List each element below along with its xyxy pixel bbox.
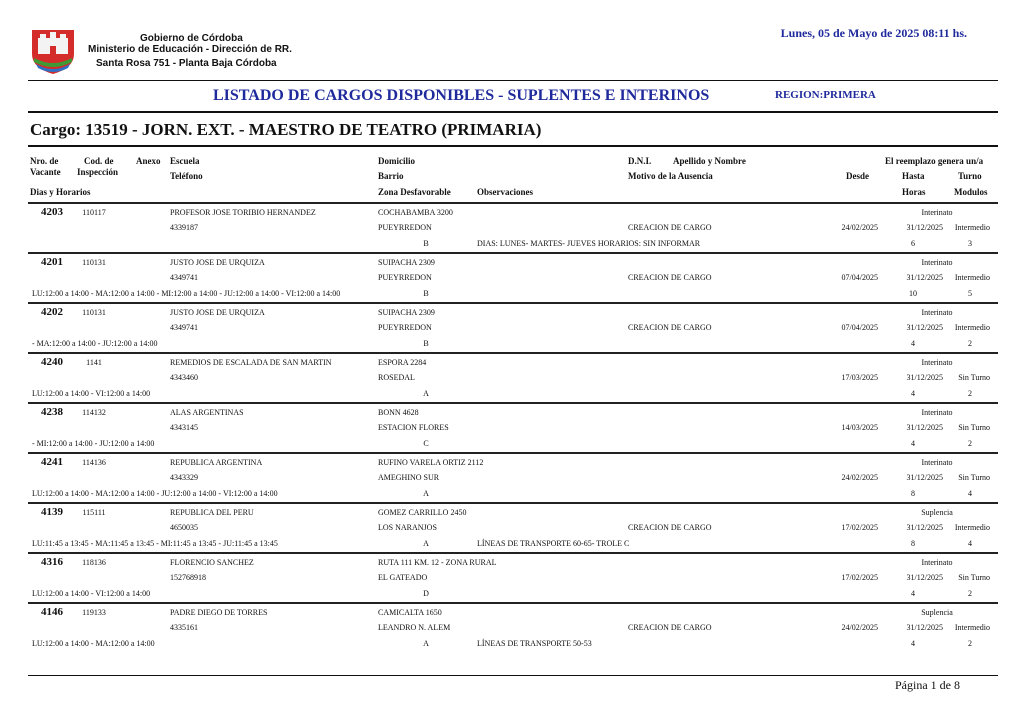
col-motivo: Motivo de la Ausencia: [628, 171, 713, 181]
cordoba-logo: [26, 24, 80, 78]
col-anexo: Anexo: [136, 156, 161, 166]
row-domicilio: SUIPACHA 2309: [378, 308, 435, 317]
row-desde: 14/03/2025: [841, 423, 878, 432]
row-escuela: FLORENCIO SANCHEZ: [170, 558, 254, 567]
row-domicilio: GOMEZ CARRILLO 2450: [378, 508, 467, 517]
row-dias: - MA:12:00 a 14:00 - JU:12:00 a 14:00: [32, 339, 158, 348]
col-hasta: Hasta: [902, 171, 925, 181]
col-apellido: Apellido y Nombre: [673, 156, 746, 166]
row-escuela: JUSTO JOSE DE URQUIZA: [170, 308, 265, 317]
row-horas: 4: [911, 589, 915, 598]
row-desde: 17/03/2025: [841, 373, 878, 382]
row-cod: 114132: [82, 408, 106, 417]
col-zona: Zona Desfavorable: [378, 187, 451, 197]
row-motivo: CREACION DE CARGO: [628, 273, 712, 282]
row-desde: 24/02/2025: [841, 473, 878, 482]
row-divider: [28, 302, 998, 304]
row-domicilio: RUFINO VARELA ORTIZ 2112: [378, 458, 484, 467]
row-escuela: REMEDIOS DE ESCALADA DE SAN MARTIN: [170, 358, 332, 367]
col-horas: Horas: [902, 187, 926, 197]
row-desde: 07/04/2025: [841, 323, 878, 332]
row-horas: 8: [911, 539, 915, 548]
row-domicilio: RUTA 111 KM. 12 - ZONA RURAL: [378, 558, 497, 567]
row-zona: B: [423, 339, 429, 348]
footer-divider: [28, 675, 998, 676]
row-reemplazo: Interinato: [921, 208, 953, 217]
col-observaciones: Observaciones: [477, 187, 533, 197]
row-modulos: 2: [968, 339, 972, 348]
row-telefono: 4349741: [170, 273, 198, 282]
row-modulos: 4: [968, 489, 972, 498]
row-hasta: 31/12/2025: [906, 623, 943, 632]
row-desde: 24/02/2025: [841, 223, 878, 232]
row-barrio: ESTACION FLORES: [378, 423, 449, 432]
row-barrio: AMEGHINO SUR: [378, 473, 440, 482]
report-title: LISTADO DE CARGOS DISPONIBLES - SUPLENTES E INTERINOS: [213, 87, 710, 104]
row-domicilio: CAMICALTA 1650: [378, 608, 442, 617]
row-modulos: 2: [968, 439, 972, 448]
col-vacante: Vacante: [30, 167, 61, 177]
row-barrio: PUEYRREDON: [378, 273, 432, 282]
col-nro: Nro. de: [30, 156, 59, 166]
row-dias: LU:12:00 a 14:00 - VI:12:00 a 14:00: [32, 589, 151, 598]
row-domicilio: SUIPACHA 2309: [378, 258, 435, 267]
row-dias: - MI:12:00 a 14:00 - JU:12:00 a 14:00: [32, 439, 155, 448]
col-domicilio: Domicilio: [378, 156, 415, 166]
row-barrio: PUEYRREDON: [378, 323, 432, 332]
row-telefono: 4650035: [170, 523, 198, 532]
row-cod: 115111: [82, 508, 106, 517]
row-turno: Intermedio: [954, 323, 990, 332]
row-horas: 8: [911, 489, 915, 498]
row-horas: 4: [911, 639, 915, 648]
row-barrio: PUEYRREDON: [378, 223, 432, 232]
row-turno: Intermedio: [954, 623, 990, 632]
row-reemplazo: Suplencia: [921, 508, 953, 517]
row-hasta: 31/12/2025: [906, 523, 943, 532]
row-telefono: 152768918: [170, 573, 206, 582]
row-modulos: 3: [968, 239, 972, 248]
row-dias: LU:12:00 a 14:00 - MA:12:00 a 14:00 - JU:12:00 a 14:00 - VI:12:00 a 14:00: [32, 489, 278, 498]
row-horas: 4: [911, 439, 915, 448]
row-reemplazo: Interinato: [921, 408, 953, 417]
title-divider: [28, 111, 998, 113]
row-horas: 6: [911, 239, 915, 248]
row-escuela: ALAS ARGENTINAS: [170, 408, 244, 417]
row-hasta: 31/12/2025: [906, 573, 943, 582]
row-horas: 10: [909, 289, 917, 298]
report-datetime: Lunes, 05 de Mayo de 2025 08:11 hs.: [780, 26, 967, 40]
cargo-heading: Cargo: 13519 - JORN. EXT. - MAESTRO DE TEATRO (PRIMARIA): [30, 120, 542, 139]
row-observaciones: DIAS: LUNES- MARTES- JUEVES HORARIOS: SIN INFORMAR: [477, 239, 701, 248]
row-vacante: 4238: [41, 406, 63, 418]
row-cod: 110117: [82, 208, 106, 217]
col-dias: Dias y Horarios: [30, 187, 91, 197]
page-number: Página 1 de 8: [895, 678, 960, 692]
cargo-divider: [28, 145, 998, 147]
row-divider: [28, 352, 998, 354]
row-reemplazo: Interinato: [921, 308, 953, 317]
row-turno: Intermedio: [954, 223, 990, 232]
row-motivo: CREACION DE CARGO: [628, 523, 712, 532]
row-escuela: REPUBLICA DEL PERU: [170, 508, 254, 517]
row-divider: [28, 402, 998, 404]
row-motivo: CREACION DE CARGO: [628, 323, 712, 332]
row-zona: A: [423, 539, 429, 548]
header-row-divider: [28, 202, 998, 204]
row-cod: 110131: [82, 308, 106, 317]
row-telefono: 4343329: [170, 473, 198, 482]
row-telefono: 4339187: [170, 223, 198, 232]
row-divider: [28, 602, 998, 604]
row-hasta: 31/12/2025: [906, 273, 943, 282]
row-reemplazo: Interinato: [921, 458, 953, 467]
col-barrio: Barrio: [378, 171, 404, 181]
row-vacante: 4316: [41, 556, 63, 568]
row-hasta: 31/12/2025: [906, 323, 943, 332]
row-telefono: 4335161: [170, 623, 198, 632]
row-desde: 07/04/2025: [841, 273, 878, 282]
col-telefono: Teléfono: [170, 171, 203, 181]
row-motivo: CREACION DE CARGO: [628, 223, 712, 232]
row-vacante: 4139: [41, 506, 63, 518]
region-label: REGION:PRIMERA: [775, 89, 876, 101]
row-domicilio: ESPORA 2284: [378, 358, 427, 367]
row-domicilio: COCHABAMBA 3200: [378, 208, 453, 217]
col-reemplazo: El reemplazo genera un/a: [885, 156, 984, 166]
row-modulos: 2: [968, 389, 972, 398]
row-vacante: 4146: [41, 606, 63, 618]
row-desde: 24/02/2025: [841, 623, 878, 632]
row-modulos: 2: [968, 639, 972, 648]
org-line-3: Santa Rosa 751 - Planta Baja Córdoba: [96, 58, 277, 69]
org-line-2: Ministerio de Educación - Dirección de RR.: [88, 44, 292, 55]
col-dni: D.N.I.: [628, 156, 652, 166]
row-barrio: LOS NARANJOS: [378, 523, 437, 532]
row-zona: A: [423, 389, 429, 398]
row-hasta: 31/12/2025: [906, 423, 943, 432]
row-divider: [28, 252, 998, 254]
row-barrio: ROSEDAL: [378, 373, 415, 382]
row-vacante: 4240: [41, 356, 63, 368]
row-escuela: PROFESOR JOSE TORIBIO HERNANDEZ: [170, 208, 316, 217]
row-hasta: 31/12/2025: [906, 373, 943, 382]
col-turno: Turno: [958, 171, 982, 181]
row-vacante: 4241: [41, 456, 63, 468]
row-escuela: REPUBLICA ARGENTINA: [170, 458, 263, 467]
row-hasta: 31/12/2025: [906, 473, 943, 482]
row-vacante: 4201: [41, 256, 63, 268]
row-horas: 4: [911, 339, 915, 348]
row-dias: LU:12:00 a 14:00 - VI:12:00 a 14:00: [32, 389, 151, 398]
row-vacante: 4203: [41, 206, 63, 218]
row-barrio: EL GATEADO: [378, 573, 428, 582]
row-modulos: 5: [968, 289, 972, 298]
row-zona: C: [423, 439, 429, 448]
row-vacante: 4202: [41, 306, 63, 318]
row-dias: LU:11:45 a 13:45 - MA:11:45 a 13:45 - MI:11:45 a 13:45 - JU:11:45 a 13:45: [32, 539, 278, 548]
row-turno: Intermedio: [954, 273, 990, 282]
row-desde: 17/02/2025: [841, 523, 878, 532]
row-observaciones: LÍNEAS DE TRANSPORTE 60-65- TROLE C: [477, 539, 630, 548]
col-modulos: Modulos: [954, 187, 988, 197]
row-divider: [28, 452, 998, 454]
row-dias: LU:12:00 a 14:00 - MA:12:00 a 14:00 - MI:12:00 a 14:00 - JU:12:00 a 14:00 - VI:12:00 a 14:00: [32, 289, 341, 298]
row-modulos: 4: [968, 539, 972, 548]
row-turno: Sin Turno: [958, 473, 990, 482]
row-reemplazo: Suplencia: [921, 608, 953, 617]
row-zona: B: [423, 239, 429, 248]
row-zona: B: [423, 289, 429, 298]
row-motivo: CREACION DE CARGO: [628, 623, 712, 632]
col-desde: Desde: [846, 171, 869, 181]
row-zona: A: [423, 639, 429, 648]
row-hasta: 31/12/2025: [906, 223, 943, 232]
row-cod: 1141: [86, 358, 102, 367]
row-telefono: 4349741: [170, 323, 198, 332]
col-cod: Cod. de: [84, 156, 114, 166]
row-zona: A: [423, 489, 429, 498]
row-turno: Sin Turno: [958, 423, 990, 432]
row-reemplazo: Interinato: [921, 258, 953, 267]
row-cod: 110131: [82, 258, 106, 267]
col-inspeccion: Inspección: [77, 167, 119, 177]
org-line-1: Gobierno de Córdoba: [140, 33, 243, 44]
row-telefono: 4343145: [170, 423, 198, 432]
row-zona: D: [423, 589, 429, 598]
row-divider: [28, 552, 998, 554]
row-reemplazo: Interinato: [921, 358, 953, 367]
row-telefono: 4343460: [170, 373, 198, 382]
row-cod: 119133: [82, 608, 106, 617]
row-reemplazo: Interinato: [921, 558, 953, 567]
row-escuela: PADRE DIEGO DE TORRES: [170, 608, 268, 617]
row-modulos: 2: [968, 589, 972, 598]
row-observaciones: LÍNEAS DE TRANSPORTE 50-53: [477, 639, 592, 648]
col-escuela: Escuela: [170, 156, 200, 166]
row-domicilio: BONN 4628: [378, 408, 419, 417]
row-turno: Intermedio: [954, 523, 990, 532]
row-turno: Sin Turno: [958, 573, 990, 582]
row-turno: Sin Turno: [958, 373, 990, 382]
row-cod: 118136: [82, 558, 106, 567]
row-dias: LU:12:00 a 14:00 - MA:12:00 a 14:00: [32, 639, 155, 648]
row-divider: [28, 502, 998, 504]
row-desde: 17/02/2025: [841, 573, 878, 582]
row-barrio: LEANDRO N. ALEM: [378, 623, 451, 632]
row-cod: 114136: [82, 458, 106, 467]
row-horas: 4: [911, 389, 915, 398]
row-escuela: JUSTO JOSE DE URQUIZA: [170, 258, 265, 267]
header-divider: [28, 80, 998, 81]
